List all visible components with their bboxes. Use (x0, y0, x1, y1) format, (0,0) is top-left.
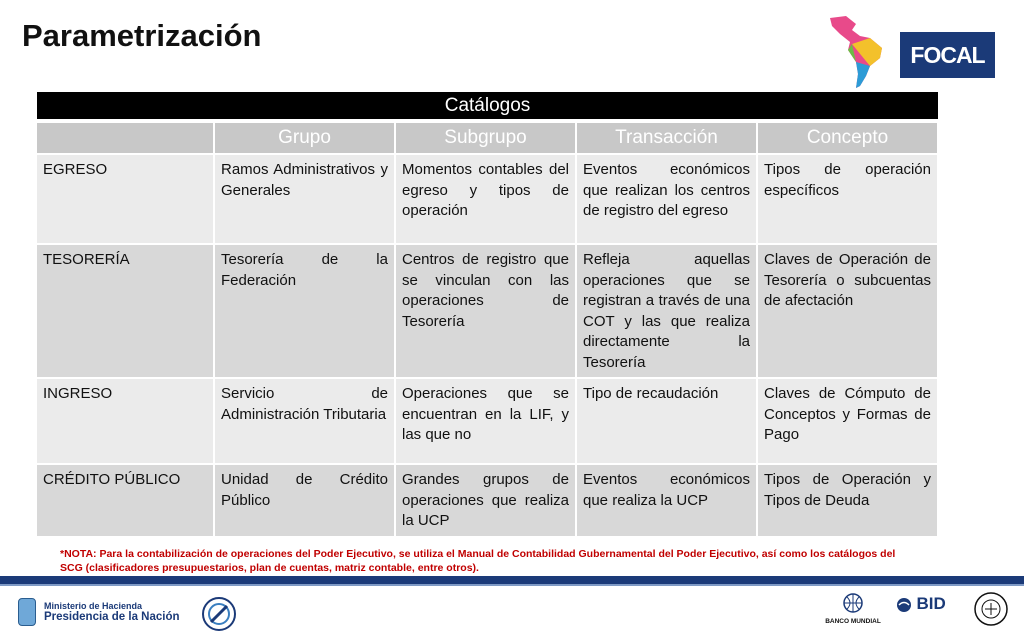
table-cell: EGRESO (37, 155, 213, 243)
table-cell: Grandes grupos de operaciones que realiza la UCP (396, 465, 575, 536)
bid-logo (896, 594, 960, 630)
hacienda-line2: Presidencia de la Nación (44, 611, 180, 623)
table-cell: Eventos económicos que realiza la UCP (577, 465, 756, 536)
table-cell: Momentos contables del egreso y tipos de operación (396, 155, 575, 243)
table-row (37, 465, 937, 536)
table-cell: Tipos de Operación y Tipos de Deuda (758, 465, 937, 536)
argentina-shield-icon (18, 598, 36, 626)
focal-logo: FOCAL (900, 32, 995, 78)
latin-america-map-logo (826, 14, 888, 90)
table-cell: Servicio de Administración Tributaria (215, 379, 394, 463)
hacienda-line1: Ministerio de Hacienda (44, 601, 143, 611)
table-row (37, 379, 937, 463)
header-concepto: Concepto (758, 123, 937, 153)
header-transaccion: Transacción (577, 123, 756, 153)
table-cell: Centros de registro que se vinculan con las operaciones de Tesorería (396, 245, 575, 377)
table-row (37, 155, 937, 243)
table-cell: TESORERÍA (37, 245, 213, 377)
table-cell: Tipo de recaudación (577, 379, 756, 463)
header-subgrupo: Subgrupo (396, 123, 575, 153)
table-cell: Claves de Cómputo de Conceptos y Formas de Pago (758, 379, 937, 463)
catalog-table (35, 121, 939, 538)
table-cell: Tesorería de la Federación (215, 245, 394, 377)
header-grupo: Grupo (215, 123, 394, 153)
globe-icon (843, 593, 863, 613)
sgc-emblem-icon (201, 596, 237, 632)
table-cell: Ramos Administrativos y Generales (215, 155, 394, 243)
table-cell: Tipos de operación específicos (758, 155, 937, 243)
catalogos-header: Catálogos (37, 92, 938, 119)
fmi-seal-icon (973, 591, 1009, 627)
table-cell: Claves de Operación de Tesorería o subcuentas de afectación (758, 245, 937, 377)
slide-title: Parametrización (22, 18, 262, 53)
table-cell: Refleja aquellas operaciones que se registran a través de una COT y las que realiza directamente la Tesorería (577, 245, 756, 377)
footer-divider (0, 576, 1024, 584)
banco-mundial-logo (823, 593, 883, 633)
bid-label: BID (916, 594, 946, 613)
bid-icon (896, 597, 912, 613)
table-cell: Unidad de Crédito Público (215, 465, 394, 536)
banco-mundial-label: BANCO MUNDIAL (825, 618, 881, 625)
header-empty (37, 123, 213, 153)
ministerio-hacienda-logo (18, 598, 180, 626)
table-row (37, 245, 937, 377)
table-cell: Eventos económicos que realizan los centros de registro del egreso (577, 155, 756, 243)
table-cell: INGRESO (37, 379, 213, 463)
table-cell: Operaciones que se encuentran en la LIF, y las que no (396, 379, 575, 463)
footnote: *NOTA: Para la contabilización de operaciones del Poder Ejecutivo, se utiliza el Manual de Contabilidad Gubernamental del Poder Ejecutivo, así como los catálogos del SCG (clasificadores presupuestarios, plan de cuentas, matriz contable, entre otros). (60, 548, 896, 574)
table-header-row (37, 123, 937, 153)
table-cell: CRÉDITO PÚBLICO (37, 465, 213, 536)
